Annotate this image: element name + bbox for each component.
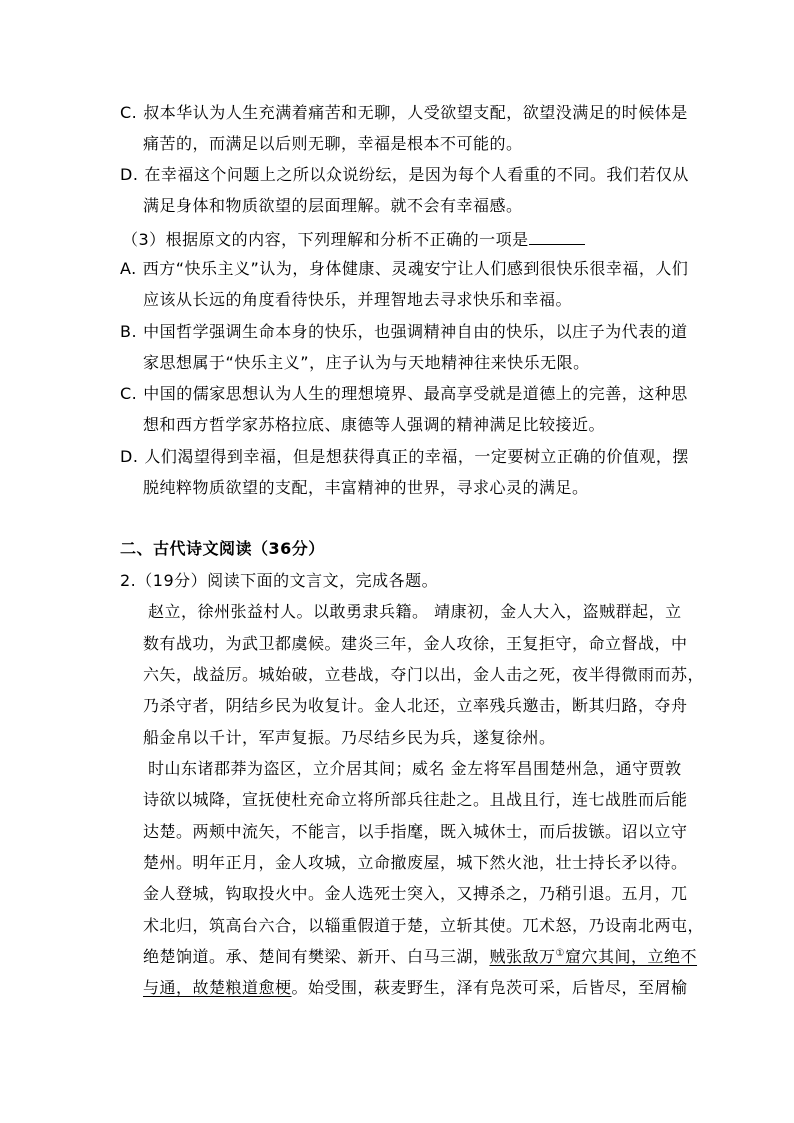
q3-option-b-letter: B. bbox=[120, 322, 138, 341]
q3-option-a-letter: A. bbox=[120, 259, 137, 278]
q3-option-b-line2: 家思想属于“快乐主义”，庄子认为与天地精神往来快乐无限。 bbox=[143, 353, 590, 372]
option-c-line2: 痛苦的，而满足以后则无聊，幸福是根本不可能的。 bbox=[143, 134, 523, 153]
q3-option-c-line1 bbox=[120, 384, 688, 404]
section-2-heading: 二、古代诗文阅读（36分） bbox=[120, 539, 325, 558]
option-d-letter: D. bbox=[120, 165, 139, 184]
passage-p2-line8 bbox=[143, 978, 688, 998]
passage-p1-line1: 赵立，徐州张益村人。以敢勇隶兵籍。 靖康初，金人大入，盗贼群起，立 bbox=[148, 602, 682, 621]
q3-option-b-text1: 中国哲学强调生命本身的快乐，也强调精神自由的快乐，以庄子为代表的道 bbox=[143, 322, 688, 341]
passage-p2-line8-text: 。始受围，萩麦野生，泽有凫茨可采，后皆尽，至屑榆 bbox=[291, 978, 688, 997]
passage-p2-line7-text: 绝楚饷道。承、楚间有樊梁、新开、白马三湖， bbox=[143, 947, 490, 966]
passage-p1-line2: 数有战功，为武卫都虞候。建炎三年，金人攻徐，王复拒守，命立督战，中 bbox=[143, 634, 688, 653]
q3-option-a-line1 bbox=[120, 259, 688, 279]
passage-p2-line4: 楚州。明年正月，金人攻城，立命撤废屋，城下然火池，壮士持长矛以待。 bbox=[143, 853, 688, 872]
option-d-line1 bbox=[120, 165, 689, 185]
q3-option-c-line2: 想和西方哲学家苏格拉底、康德等人强调的精神满足比较接近。 bbox=[143, 415, 606, 434]
q3-option-c-text1: 中国的儒家思想认为人生的理想境界、最高享受就是道德上的完善，这种思 bbox=[143, 384, 688, 403]
q3-option-b-line1 bbox=[120, 322, 688, 342]
question-2-stem: 2.（19分）阅读下面的文言文，完成各题。 bbox=[120, 571, 439, 590]
option-d-line2: 满足身体和物质欲望的层面理解。就不会有幸福感。 bbox=[143, 196, 523, 215]
q3-option-d-line1 bbox=[120, 447, 689, 467]
underlined-text-b: 窟穴其间，立绝不 bbox=[565, 947, 698, 966]
option-c-letter: C. bbox=[120, 103, 138, 122]
q3-option-d-text1: 人们渴望得到幸福，但是想获得真正的幸福，一定要树立正确的价值观，摆 bbox=[144, 447, 689, 466]
answer-blank bbox=[529, 228, 585, 245]
passage-p2-line1: 时山东诸郡莽为盗区，立介居其间；威名 金左将军昌围楚州急，通守贾敦 bbox=[148, 759, 682, 778]
option-c-text1: 叔本华认为人生充满着痛苦和无聊，人受欲望支配，欲望没满足的时候体是 bbox=[143, 103, 688, 122]
underlined-sentence-part1 bbox=[490, 947, 698, 966]
underlined-sentence-part2: 与通，故楚粮道愈梗 bbox=[143, 978, 292, 997]
q3-option-a-text1: 西方“快乐主义”认为，身体健康、灵魂安宁让人们感到很快乐很幸福，人们 bbox=[142, 259, 689, 278]
passage-p2-line2: 诗欲以城降，宣抚使杜充命立将所部兵往赴之。且战且行，连七战胜而后能 bbox=[143, 790, 688, 809]
passage-p1-line3: 六矢，战益厉。城始破，立巷战，夺门以出，金人击之死，夜半得微雨而苏， bbox=[143, 665, 705, 684]
passage-p2-line6: 术北归，筑高台六合，以辎重假道于楚，立斩其使。兀术怒，乃设南北两屯， bbox=[143, 916, 705, 935]
underlined-text-a: 贼张敌万 bbox=[489, 947, 556, 966]
footnote-marker: ① bbox=[555, 948, 565, 959]
passage-p2-line5: 金人登城，钩取投火中。金人选死士突入，又搏杀之，乃稍引退。五月，兀 bbox=[143, 884, 688, 903]
question-3-text: （3）根据原文的内容，下列理解和分析不正确的一项是 bbox=[122, 230, 529, 249]
question-3-stem bbox=[122, 228, 585, 250]
q3-option-d-line2: 脱纯粹物质欲望的支配，丰富精神的世界，寻求心灵的满足。 bbox=[143, 478, 589, 497]
q3-option-a-line2: 应该从长远的角度看待快乐，并理智地去寻求快乐和幸福。 bbox=[143, 290, 573, 309]
passage-p2-line3: 达楚。两颊中流矢，不能言，以手指麾，既入城休士，而后拔镞。诏以立守 bbox=[143, 822, 688, 841]
passage-p2-line7 bbox=[143, 947, 697, 967]
passage-p1-line5: 船金帛以千计，军声复振。乃尽结乡民为兵，遂复徐州。 bbox=[143, 728, 556, 747]
option-d-text1: 在幸福这个问题上之所以众说纷纭，是因为每个人看重的不同。我们若仅从 bbox=[144, 165, 689, 184]
passage-p1-line4: 乃杀守者，阴结乡民为收复计。金人北还，立率残兵邀击，断其归路，夺舟 bbox=[143, 696, 688, 715]
option-c-line1 bbox=[120, 103, 688, 123]
q3-option-d-letter: D. bbox=[120, 447, 139, 466]
q3-option-c-letter: C. bbox=[120, 384, 138, 403]
